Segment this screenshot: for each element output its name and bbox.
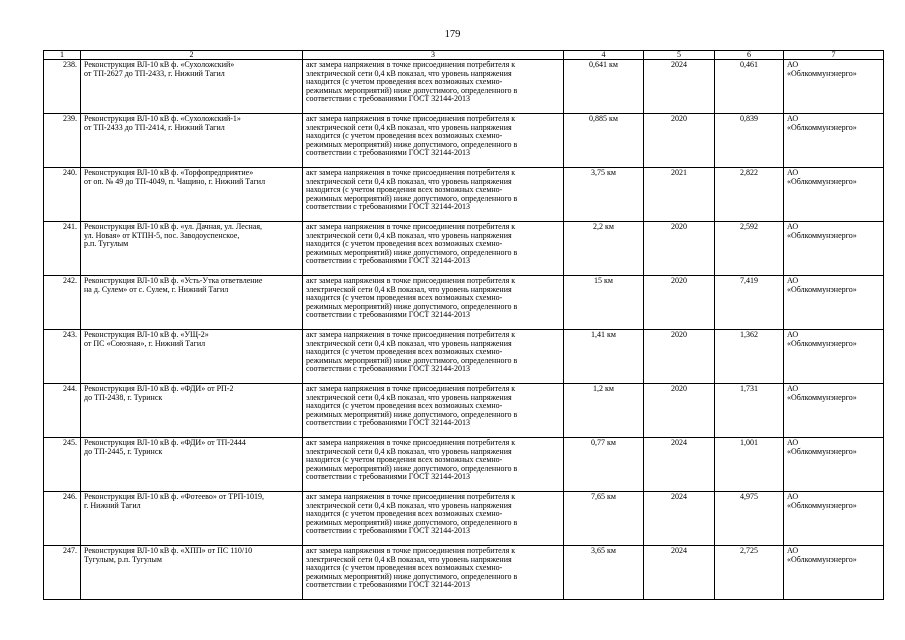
cost-value: 0,461 [715,60,784,114]
year: 2020 [644,330,715,384]
year: 2024 [644,438,715,492]
column-header: 7 [784,51,884,60]
line-length: 15 км [564,276,644,330]
table-row [44,492,884,546]
project-name: Реконструкция ВЛ-10 кВ ф. «Сухоложский» от ТП-2627 до ТП-2433, г. Нижний Тагил [81,60,303,114]
row-number: 242. [44,276,81,330]
cost-value: 1,001 [715,438,784,492]
cost-value: 0,839 [715,114,784,168]
year: 2020 [644,114,715,168]
justification: акт замера напряжения в точке присоединения потребителя к электрической сети 0,4 кВ показал, что уровень напряжения находится (с учетом проведения всех возможных схемно- режимных мероприятий) ниже допустимого, определенного в соответствии с требованиями ГОСТ 32144-2013 [303,276,564,330]
justification: акт замера напряжения в точке присоединения потребителя к электрической сети 0,4 кВ показал, что уровень напряжения находится (с учетом проведения всех возможных схемно- режимных мероприятий) ниже допустимого, определенного в соответствии с требованиями ГОСТ 32144-2013 [303,60,564,114]
column-header: 3 [303,51,564,60]
column-header: 4 [564,51,644,60]
table-row [44,330,884,384]
line-length: 0,77 км [564,438,644,492]
organization: АО «Облкоммунэнерго» [784,384,884,438]
organization: АО «Облкоммунэнерго» [784,492,884,546]
table-row [44,222,884,276]
year: 2024 [644,60,715,114]
organization: АО «Облкоммунэнерго» [784,438,884,492]
row-number: 247. [44,546,81,600]
project-name: Реконструкция ВЛ-10 кВ ф. «Фотеево» от ТРП-1019, г. Нижний Тагил [81,492,303,546]
table-row [44,384,884,438]
row-number: 245. [44,438,81,492]
year: 2020 [644,384,715,438]
row-number: 246. [44,492,81,546]
year: 2024 [644,492,715,546]
row-number: 243. [44,330,81,384]
organization: АО «Облкоммунэнерго» [784,222,884,276]
line-length: 0,641 км [564,60,644,114]
organization: АО «Облкоммунэнерго» [784,276,884,330]
column-header: 2 [81,51,303,60]
year: 2021 [644,168,715,222]
organization: АО «Облкоммунэнерго» [784,168,884,222]
projects-table [43,50,884,600]
cost-value: 7,419 [715,276,784,330]
row-number: 244. [44,384,81,438]
justification: акт замера напряжения в точке присоединения потребителя к электрической сети 0,4 кВ показал, что уровень напряжения находится (с учетом проведения всех возможных схемно- режимных мероприятий) ниже допустимого, определенного в соответствии с требованиями ГОСТ 32144-2013 [303,492,564,546]
row-number: 238. [44,60,81,114]
project-name: Реконструкция ВЛ-10 кВ ф. «Сухоложский-1» от ТП-2433 до ТП-2414, г. Нижний Тагил [81,114,303,168]
cost-value: 2,725 [715,546,784,600]
line-length: 1,41 км [564,330,644,384]
project-name: Реконструкция ВЛ-10 кВ ф. «Усть-Утка ответвление на д. Сулем» от с. Сулем, г. Нижний Тагил [81,276,303,330]
column-header: 6 [715,51,784,60]
row-number: 241. [44,222,81,276]
cost-value: 2,822 [715,168,784,222]
project-name: Реконструкция ВЛ-10 кВ ф. «ФДИ» от РП-2 до ТП-2438, г. Туринск [81,384,303,438]
cost-value: 2,592 [715,222,784,276]
cost-value: 4,975 [715,492,784,546]
table-row [44,168,884,222]
justification: акт замера напряжения в точке присоединения потребителя к электрической сети 0,4 кВ показал, что уровень напряжения находится (с учетом проведения всех возможных схемно- режимных мероприятий) ниже допустимого, определенного в соответствии с требованиями ГОСТ 32144-2013 [303,114,564,168]
project-name: Реконструкция ВЛ-10 кВ ф. «ХПП» от ПС 110/10 Тугулым, р.п. Тугулым [81,546,303,600]
year: 2020 [644,276,715,330]
justification: акт замера напряжения в точке присоединения потребителя к электрической сети 0,4 кВ показал, что уровень напряжения находится (с учетом проведения всех возможных схемно- режимных мероприятий) ниже допустимого, определенного в соответствии с требованиями ГОСТ 32144-2013 [303,222,564,276]
organization: АО «Облкоммунэнерго» [784,330,884,384]
justification: акт замера напряжения в точке присоединения потребителя к электрической сети 0,4 кВ показал, что уровень напряжения находится (с учетом проведения всех возможных схемно- режимных мероприятий) ниже допустимого, определенного в соответствии с требованиями ГОСТ 32144-2013 [303,330,564,384]
project-name: Реконструкция ВЛ-10 кВ ф. «УЩ-2» от ПС «Союзная», г. Нижний Тагил [81,330,303,384]
table-row [44,546,884,600]
justification: акт замера напряжения в точке присоединения потребителя к электрической сети 0,4 кВ показал, что уровень напряжения находится (с учетом проведения всех возможных схемно- режимных мероприятий) ниже допустимого, определенного в соответствии с требованиями ГОСТ 32144-2013 [303,546,564,600]
cost-value: 1,731 [715,384,784,438]
row-number: 239. [44,114,81,168]
table-row [44,114,884,168]
table-row [44,276,884,330]
project-name: Реконструкция ВЛ-10 кВ ф. «ФДИ» от ТП-2444 до ТП-2445, г. Туринск [81,438,303,492]
column-header: 5 [644,51,715,60]
project-name: Реконструкция ВЛ-10 кВ ф. «ул. Дачная, ул. Лесная, ул. Новая» от КТПН-5, пос. Заводоуспенское, р.п. Тугулым [81,222,303,276]
organization: АО «Облкоммунэнерго» [784,60,884,114]
line-length: 3,75 км [564,168,644,222]
line-length: 1,2 км [564,384,644,438]
cost-value: 1,362 [715,330,784,384]
row-number: 240. [44,168,81,222]
page-number: 179 [444,29,461,40]
justification: акт замера напряжения в точке присоединения потребителя к электрической сети 0,4 кВ показал, что уровень напряжения находится (с учетом проведения всех возможных схемно- режимных мероприятий) ниже допустимого, определенного в соответствии с требованиями ГОСТ 32144-2013 [303,168,564,222]
line-length: 0,885 км [564,114,644,168]
justification: акт замера напряжения в точке присоединения потребителя к электрической сети 0,4 кВ показал, что уровень напряжения находится (с учетом проведения всех возможных схемно- режимных мероприятий) ниже допустимого, определенного в соответствии с требованиями ГОСТ 32144-2013 [303,438,564,492]
header-row [44,51,884,60]
line-length: 7,65 км [564,492,644,546]
justification: акт замера напряжения в точке присоединения потребителя к электрической сети 0,4 кВ показал, что уровень напряжения находится (с учетом проведения всех возможных схемно- режимных мероприятий) ниже допустимого, определенного в соответствии с требованиями ГОСТ 32144-2013 [303,384,564,438]
line-length: 3,65 км [564,546,644,600]
year: 2020 [644,222,715,276]
organization: АО «Облкоммунэнерго» [784,114,884,168]
project-name: Реконструкция ВЛ-10 кВ ф. «Торфопредприятие» от оп. № 49 до ТП-4049, п. Чащино, г. Нижний Тагил [81,168,303,222]
line-length: 2,2 км [564,222,644,276]
column-header: 1 [44,51,81,60]
table-row [44,438,884,492]
year: 2024 [644,546,715,600]
organization: АО «Облкоммунэнерго» [784,546,884,600]
table-row [44,60,884,114]
